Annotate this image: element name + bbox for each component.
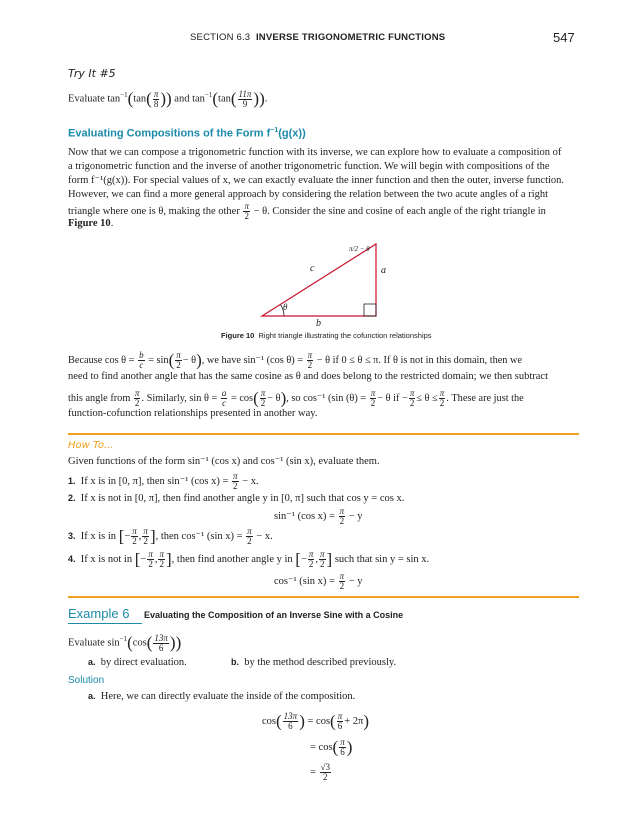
howto-bottom-rule (68, 596, 579, 598)
example-part-b: b. by the method described previously. (231, 657, 397, 668)
howto-step-3: 3. If x is in [− $\frac{\pi}{2}$ , $\frac{\pi}{2}$ ], then cos⁻¹ (sin x) = $\frac{\pi}{2}$ − x. (68, 526, 273, 546)
section-number: SECTION 6.3 (190, 32, 251, 43)
paragraph-line: Because cos θ = $\frac{b}{c}$ = sin( $\frac{\pi}{2}$ − θ), we have sin⁻¹ (cos θ) = $\frac{\pi}{2}$ − θ if 0 ≤ θ ≤ π. If θ is not in this domain, then we (68, 350, 523, 370)
fraction: $\frac{\pi}{8}$ (153, 88, 159, 109)
label-c: c (310, 263, 315, 274)
paragraph-line: triangle where one is θ, making the other $\frac{\pi}{2}$ − θ. Consider the sine and cosine of each angle of the right triangle in (68, 201, 546, 221)
example-label: Example 6 (68, 606, 130, 621)
page-number: 547 (553, 30, 575, 45)
paragraph-line: function-cofunction relationships presented in another way. (68, 408, 318, 419)
howto-step-2: 2. If x is not in [0, π], then find another angle y in [0, π] such that cos y = cos x. (68, 493, 405, 504)
example-header (68, 606, 403, 621)
howto-label: How To... (68, 440, 114, 451)
example-title: Evaluating the Composition of an Inverse Sine with a Cosine (144, 610, 404, 620)
label-b: b (316, 318, 321, 329)
howto-step-1: 1. If x is in [0, π], then sin⁻¹ (cos x) = $\frac{\pi}{2}$ − x. (68, 471, 259, 491)
label-theta: θ (283, 302, 288, 312)
try-it-label: Try It #5 (68, 67, 116, 80)
running-header (190, 32, 445, 43)
section-title: INVERSE TRIGONOMETRIC FUNCTIONS (255, 32, 446, 43)
paragraph-line: Now that we can compose a trigonometric function with its inverse, we can explore how to evaluate a composition of (68, 147, 562, 158)
solution-equation-1: cos( $\frac{13\pi}{6}$ ) = cos( $\frac{\pi}{6}$ + 2π) (262, 711, 369, 731)
howto-intro: Given functions of the form sin⁻¹ (cos x) and cos⁻¹ (sin x), evaluate them. (68, 456, 380, 467)
right-angle-marker (364, 304, 376, 316)
howto-top-rule (68, 433, 579, 435)
paragraph-line: Figure 10. (68, 218, 114, 229)
try-it-prompt: Evaluate $\tan^{-1}(\tan$( $\frac{\pi}{8}$ )) and $\tan^{-1}(\tan$( $\frac{11\pi}{9}$ )). (68, 88, 268, 109)
solution-part-a: a. Here, we can directly evaluate the inside of the composition. (88, 691, 356, 702)
howto-step-4: 4. If x is not in [− $\frac{\pi}{2}$ , $\frac{\pi}{2}$ ], then find another angle y in [− $\frac{\pi}{2}$ , $\frac{\pi}{2}$ ] such that sin y = sin x. (68, 549, 430, 569)
paragraph-line: However, we can find a more general approach by considering the relation between the two acute angles of a right (68, 189, 549, 200)
solution-label: Solution (68, 675, 105, 686)
triangle (262, 244, 376, 316)
figure-caption: Figure 10 Right triangle illustrating the cofunction relationships (221, 331, 432, 340)
solution-equation-3: = $\frac{√3}{2}$ (310, 762, 330, 782)
solution-equation-2: = cos( $\frac{\pi}{6}$ ) (310, 737, 353, 757)
paragraph-line: this angle from $\frac{\pi}{2}$ . Similarly, sin θ = $\frac{a}{c}$ = cos( $\frac{\pi}{2}$ − θ), so cos⁻¹ (sin (θ) = $\frac{\pi}{2}$ − θ if − $\frac{\pi}{2}$ ≤ θ ≤ $\frac{\pi}{2}$ . These are just the (68, 388, 524, 408)
label-a: a (381, 265, 386, 276)
example-prompt: Evaluate $\sin^{-1}(\cos$( $\frac{13\pi}{6}$ )) (68, 632, 182, 653)
paragraph-line: a trigonometric function and the inverse of another trigonometric function. We will begin with compositions of the (68, 161, 550, 172)
right-triangle-figure (250, 240, 390, 330)
paragraph-line: need to find another angle that has the same cosine as θ and does belong to the restricted domain; we then subtract (68, 371, 549, 382)
fraction: $\frac{11\pi}{9}$ (238, 88, 252, 109)
example-underline (68, 623, 142, 624)
label-complement: π/2 − θ (349, 245, 370, 253)
paragraph-line: form f⁻¹(g(x)). For special values of x, we can exactly evaluate the inner function and then the outer, inverse function. (68, 175, 565, 186)
example-part-a: a. by direct evaluation. (88, 657, 187, 668)
subsection-heading: Evaluating Compositions of the Form $f^{-1}(g(x))$ (68, 127, 306, 140)
howto-step-4-equation: cos⁻¹ (sin x) = $\frac{\pi}{2}$ − y (274, 571, 363, 591)
howto-step-2-equation: sin⁻¹ (cos x) = $\frac{\pi}{2}$ − y (274, 506, 363, 526)
